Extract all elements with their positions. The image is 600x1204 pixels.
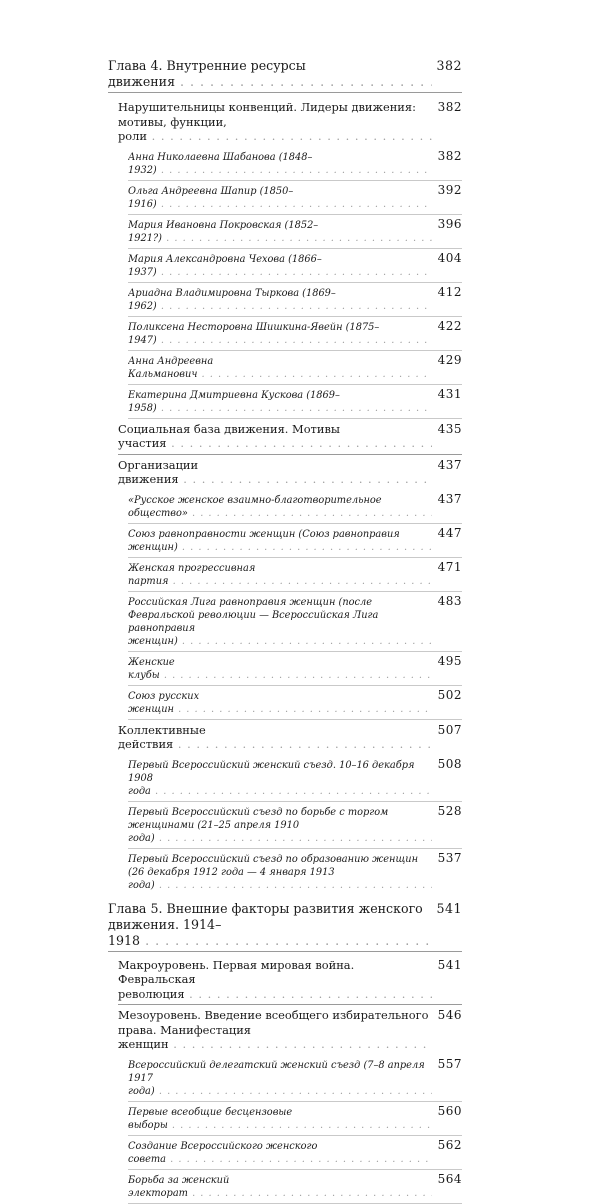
section-heading[interactable]: [118, 955, 462, 1006]
section-heading[interactable]: [118, 455, 462, 490]
item-title: Мария Александровна Чехова (1866–1937) . . .: [128, 254, 432, 278]
chapter-title: Глава 4. Внутренние ресурсы движения . . .: [108, 58, 432, 89]
toc-item[interactable]: [128, 249, 462, 283]
page-number: 447: [437, 525, 462, 540]
toc-item[interactable]: [128, 1055, 462, 1102]
section-title: Нарушительницы конвенций. Лидеры движения: мотивы, функции, роли . . .: [118, 100, 432, 143]
item-title: Женская прогрессивная партия . . .: [128, 563, 432, 587]
page-number: 528: [437, 803, 462, 818]
item-title: Всероссийский делегатский женский съезд (7–8 апреля 1917 года) . . .: [128, 1060, 432, 1097]
page-number: 382: [436, 58, 462, 73]
section-heading[interactable]: [118, 97, 462, 147]
toc-item[interactable]: [128, 215, 462, 249]
item-title: Первые всеобщие бесцензовые выборы . . .: [128, 1107, 432, 1131]
section-title: Мезоуровень. Введение всеобщего избирательного права. Манифестация женщин . . .: [118, 1008, 432, 1051]
page-number: 382: [437, 148, 462, 163]
toc-item[interactable]: [128, 317, 462, 351]
item-title: Мария Ивановна Покровская (1852–1921?) . . .: [128, 220, 432, 244]
page-number: 431: [437, 386, 462, 401]
item-title: Союз русских женщин . . .: [128, 691, 432, 715]
item-title: «Русское женское взаимно-благотворительное общество» . . .: [128, 495, 432, 519]
item-title: Поликсена Несторовна Шишкина-Явейн (1875–1947) . . .: [128, 322, 432, 346]
page-number: 404: [437, 250, 462, 265]
toc-item[interactable]: [128, 490, 462, 524]
item-title: Анна Андреевна Кальманович . . .: [128, 356, 432, 380]
page-number: 541: [437, 957, 462, 972]
toc-item[interactable]: [128, 1136, 462, 1170]
page-number: 541: [436, 900, 462, 916]
page-number: 564: [437, 1171, 462, 1186]
page-number: 508: [437, 756, 462, 771]
page-number: 495: [437, 653, 462, 668]
toc-item[interactable]: [128, 1170, 462, 1204]
section-heading[interactable]: [118, 1005, 462, 1055]
page-number: 437: [437, 457, 462, 472]
toc-item[interactable]: [128, 652, 462, 686]
page-number: 502: [437, 687, 462, 702]
item-title: Первый Всероссийский съезд по образованию женщин (26 декабря 1912 года — 4 января 1913 года) . . .: [128, 854, 432, 891]
toc-item[interactable]: [128, 1102, 462, 1136]
item-title: Ариадна Владимировна Тыркова (1869–1962) . . .: [128, 288, 432, 312]
page-number: 483: [437, 593, 462, 608]
page-number: 382: [437, 100, 462, 114]
section-title: Организации движения . . .: [118, 458, 432, 487]
toc-item[interactable]: [128, 558, 462, 592]
page-number: 435: [437, 421, 462, 436]
page-number: 562: [437, 1137, 462, 1152]
table-of-contents: [108, 58, 462, 1204]
chapter-heading[interactable]: [108, 901, 462, 952]
page-number: 429: [437, 352, 462, 367]
page-number: 507: [437, 722, 462, 737]
page-number: 546: [437, 1008, 462, 1022]
toc-item[interactable]: [128, 849, 462, 895]
toc-item[interactable]: [128, 147, 462, 181]
item-title: Первый Всероссийский съезд по борьбе с торгом женщинами (21–25 апреля 1910 года) . . .: [128, 807, 432, 844]
chapter-heading[interactable]: [108, 58, 462, 93]
page-number: 437: [437, 491, 462, 506]
page-number: 392: [437, 182, 462, 197]
item-title: Екатерина Дмитриевна Кускова (1869–1958) . . .: [128, 390, 432, 414]
toc-item[interactable]: [128, 524, 462, 558]
item-title: Женские клубы . . .: [128, 657, 432, 681]
page-number: 560: [437, 1103, 462, 1118]
section-heading[interactable]: [118, 419, 462, 455]
item-title: Ольга Андреевна Шапир (1850–1916) . . .: [128, 186, 432, 210]
page-number: 396: [437, 216, 462, 231]
page-number: 537: [437, 850, 462, 865]
item-title: Создание Всероссийского женского совета . . .: [128, 1141, 432, 1165]
toc-item[interactable]: [128, 686, 462, 720]
toc-item[interactable]: [128, 802, 462, 849]
toc-item[interactable]: [128, 592, 462, 652]
item-title: Российская Лига равноправия женщин (после Февральской революции — Всероссийская Лига равноправия женщин) . . .: [128, 597, 432, 647]
page-number: 557: [437, 1056, 462, 1071]
toc-item[interactable]: [128, 385, 462, 419]
item-title: Борьба за женский электорат . . .: [128, 1175, 432, 1199]
page-number: 412: [437, 284, 462, 299]
section-title: Коллективные действия . . .: [118, 723, 432, 752]
section-title: Социальная база движения. Мотивы участия . . .: [118, 422, 432, 451]
section-heading[interactable]: [118, 720, 462, 755]
item-title: Союз равноправности женщин (Союз равноправия женщин) . . .: [128, 529, 432, 553]
item-title: Первый Всероссийский женский съезд. 10–16 декабря 1908 года . . .: [128, 760, 432, 797]
toc-item[interactable]: [128, 283, 462, 317]
toc-item[interactable]: [128, 351, 462, 385]
chapter-title: Глава 5. Внешние факторы развития женского движения. 1914–1918 . . .: [108, 901, 432, 948]
page-number: 422: [437, 318, 462, 333]
page-number: 471: [437, 559, 462, 574]
item-title: Анна Николаевна Шабанова (1848–1932) . . .: [128, 152, 432, 176]
toc-item[interactable]: [128, 181, 462, 215]
toc-item[interactable]: [128, 755, 462, 802]
section-title: Макроуровень. Первая мировая война. Февральская революция . . .: [118, 958, 432, 1001]
